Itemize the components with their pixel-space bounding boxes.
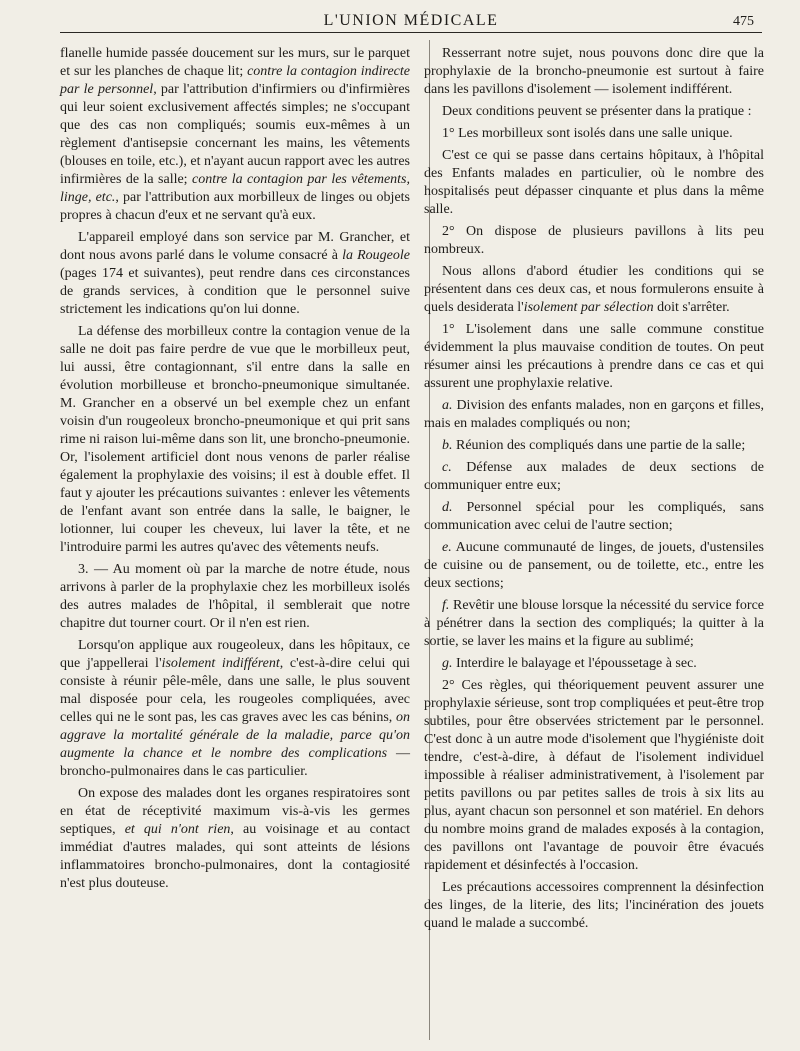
italic-phrase: isolement par sélection <box>523 300 654 315</box>
paragraph: Nous allons d'abord étudier les conditions qui se présentent dans ces deux cas, et nous formulerons ensuite à quels desiderata l'isolement par sélection doit s'arrêter. <box>424 264 764 315</box>
running-header <box>62 8 760 34</box>
paragraph: 2° On dispose de plusieurs pavillons à lits peu nombreux. <box>424 224 764 257</box>
italic-phrase: contre la contagion indirecte par le personnel <box>60 64 410 97</box>
italic-phrase: la Rougeole <box>342 248 410 263</box>
left-column <box>60 45 410 897</box>
page-number: 475 <box>733 14 754 29</box>
paragraph: 2° Ces règles, qui théoriquement peuvent assurer une prophylaxie sérieuse, sont trop compliquées et peut-être trop subtiles, pour être observées strictement par le personnel. C'est donc à un autre mode d'isolement que l'hygiéniste doit tendre, c'est-à-dire, à défaut de l'isolement individuel impossible à réaliser administrativement, à l'isolement par petits pavillons ou par petites salles de trois à six lits au plus, ayant chacun son personnel et son matériel. En dehors du nombre moins grand de malades exposés à la contagion, ces pavillons ont l'avantage de pouvoir être évacués rapidement et désinfectés à l'occasion. <box>424 678 764 873</box>
paragraph: 1° Les morbilleux sont isolés dans une salle unique. <box>442 126 733 141</box>
journal-title: L'UNION MÉDICALE <box>323 12 499 29</box>
paragraph: C'est ce qui se passe dans certains hôpitaux, à l'hôpital des Enfants malades en particulier, où le nombre des hospitalisés peut dépasser cinquante et plus dans la même salle. <box>424 148 764 217</box>
paragraph: L'appareil employé dans son service par M. Grancher, et dont nous avons parlé dans le volume consacré à la Rougeole (pages 174 et suivantes), peut rendre dans ces circonstances de grands services, à condition que le personnel suive strictement les indications qu'on lui donne. <box>60 230 410 317</box>
paragraph: Les précautions accessoires comprennent la désinfection des linges, de la literie, des lits; l'incinération des jouets quand le malade a succombé. <box>424 880 764 931</box>
paragraph: On expose des malades dont les organes respiratoires sont en état de réceptivité maximum vis-à-vis les germes septiques, et qui n'ont rien, au voisinage et au contact immédiat d'autres malades, qui sont atteints de lésions inflammatoires broncho-pulmonaires, dont la contagiosité n'est plus douteuse. <box>60 786 410 891</box>
italic-phrase: contre la contagion par les vêtements, linge, etc. <box>60 172 410 205</box>
paragraph: Lorsqu'on applique aux rougeoleux, dans les hôpitaux, ce que j'appellerai l'isolement indifférent, c'est-à-dire celui qui consiste à réunir pêle-mêle, dans une salle, le plus souvent mal disposée pour cela, les rougeoles compliquées, avec celles qui ne le sont pas, les cas graves avec les cas bénins, on aggrave la mortalité générale de la maladie, parce qu'on augmente la chance et le nombre des complications — broncho-pulmonaires dans le cas particulier. <box>60 638 410 779</box>
header-rule <box>60 32 762 33</box>
paragraph: La défense des morbilleux contre la contagion venue de la salle ne doit pas faire perdre de vue que le morbilleux peut, lui aussi, être contagionnant, s'il entre dans la salle en évolution morbilleuse et broncho-pneumonique simultanée. M. Grancher en a observé un bel exemple chez un enfant voisin d'un rougeoleux broncho-pneumonique et qui prit sans rime ni raison lui-même dans son lit, une broncho-pneumonie. Or, l'isolement artificiel dont nous venons de parler réalise également la prophylaxie des voisins; il est à double effet. Il faut y ajouter les précautions suivantes : enlever les vêtements de l'enfant avant son entrée dans la salle, le baigner, le lotionner, lui couper les cheveux, lui laver la tête, et ne l'introduire parmi les autres qu'avec des vêtements neufs. <box>60 324 410 555</box>
list-item: b. Réunion des compliqués dans une partie de la salle; <box>442 438 746 453</box>
paragraph: Deux conditions peuvent se présenter dans la pratique : <box>442 104 752 119</box>
list-item: d. Personnel spécial pour les compliqués, sans communication avec celui de l'autre section; <box>424 500 764 533</box>
list-item: g. Interdire le balayage et l'époussetage à sec. <box>442 656 697 671</box>
right-column <box>424 45 764 937</box>
paragraph: 1° L'isolement dans une salle commune constitue évidemment la plus mauvaise condition de toutes. On peut résumer ainsi les précautions à prendre dans ce cas et qui assurent une prophylaxie relative. <box>424 322 764 391</box>
italic-phrase: on aggrave la mortalité générale de la maladie, parce qu'on augmente la chance et le nombre des complications <box>60 710 410 761</box>
list-item: e. Aucune communauté de linges, de jouets, d'ustensiles de cuisine ou de pansement, ou de toilette, etc., entre les deux sections; <box>424 540 764 591</box>
section-paragraph: 3. — Au moment où par la marche de notre étude, nous arrivons à parler de la prophylaxie chez les morbilleux isolés des autres malades de l'hôpital, il semblerait que notre chapitre dut tourner court. Or il n'en est rien. <box>60 562 410 631</box>
list-item: a. Division des enfants malades, non en garçons et filles, mais en malades compliqués ou non; <box>424 398 764 431</box>
italic-phrase: et qui n'ont rien <box>124 822 231 837</box>
paragraph: Resserrant notre sujet, nous pouvons donc dire que la prophylaxie de la broncho-pneumonie est surtout à faire dans les pavillons d'isolement — isolement indifférent. <box>424 46 764 97</box>
italic-phrase: isolement indifférent <box>161 656 280 671</box>
paragraph: flanelle humide passée doucement sur les murs, sur le parquet et sur les planches de chaque lit; contre la contagion indirecte par le personnel, par l'attribution d'infirmiers ou d'infirmières qui leur soient exclusivement affectés simples; ne s'occupant que des cas non compliqués; soumis eux-mêmes à un règlement d'antisepsie concernant les mains, les vêtements (blouses en toile, etc.), et n'ayant aucun rapport avec les autres infirmières de la salle; contre la contagion par les vêtements, linge, etc., par l'attribution aux morbilleux de linges ou objets propres à chacun d'eux et ne servant qu'à eux. <box>60 46 410 223</box>
list-item: f. Revêtir une blouse lorsque la nécessité du service force à pénétrer dans la section des compliqués; la quitter à la sortie, se laver les mains et la figure au sublimé; <box>424 598 764 649</box>
list-item: c. Défense aux malades de deux sections de communiquer entre eux; <box>424 460 764 493</box>
